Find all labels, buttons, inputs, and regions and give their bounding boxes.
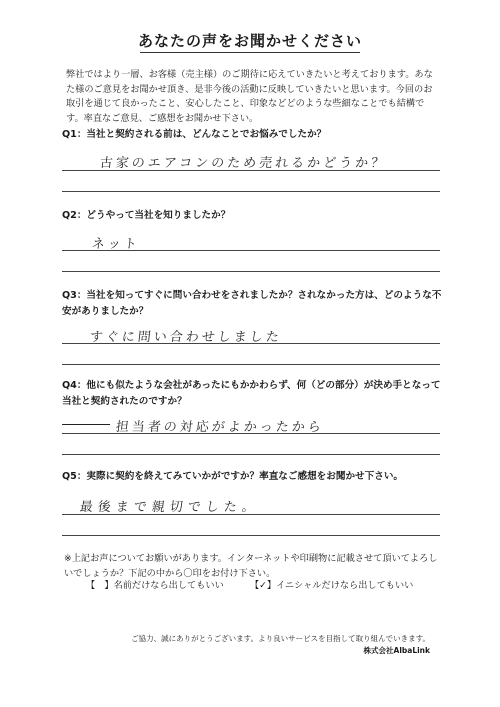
answer-line [62,271,440,272]
answer-1: 古家のエアコンのため売れるかどうか？ [99,156,388,171]
answer-line [62,343,440,344]
answer-4: 担当者の対応がよかったから [115,420,325,435]
option-label: 名前だけなら出してもいい [113,580,224,591]
answer-line [62,191,440,192]
answer-line [62,250,440,251]
answer-line [62,535,440,536]
question-4: Q4：他にも似たような会社があったにもかかわらず、何（どの部分）が決め手となって当社と契約されたのですか？ [62,380,441,407]
answer-5: 最後まで親切でした。 [79,500,261,515]
footer-thanks: ご協力、誠にありがとうございます。より良いサービスを目指して取り組んでいきます。 [131,634,430,643]
title-underline [140,52,360,53]
option-checkbox-checked[interactable]: 【✓】 [250,580,277,591]
question-1: Q1：当社と契約される前は、どんなことでお悩みでしたか？ [62,129,327,140]
option-checkbox-empty[interactable]: 【 】 [86,580,114,591]
answer-line [62,364,440,365]
answer-line [62,170,440,171]
consent-note: ※上記お声についてお願いがあります。インターネットや印刷物に記載させて頂いてよろしいでしょうか？下記の中から〇印をお付け下さい。 [64,553,438,579]
question-3: Q3：当社を知ってすぐに問い合わせをされましたか？されなかった方は、どのような不安がありましたか？ [62,290,442,317]
answer-4-strikethrough [62,424,110,425]
answer-line [62,514,440,515]
question-5: Q5：実際に契約を終えてみていかがですか？率直なご感想をお聞かせ下さい。 [62,471,404,482]
option-label: イニシャルだけなら出してもいい [276,580,414,591]
option-initial-only[interactable] [250,577,413,591]
footer-company: 株式会社AlbaLink [363,646,430,655]
survey-title: あなたの声をお聞かせください [137,32,362,50]
answer-2: ネット [91,237,141,252]
intro-text: 弊社ではより一層、お客様（売主様）のご期待に応えていきたいと考えております。あなた様のご意見をお聞かせ頂き、是非今後の活動に反映していきたいと思います。今回のお取引を通じて良かったこと、安心したこと、印象などどのような些細なことでも結構です。率直なご意見、ご感想をお聞かせ下さい。 [66,69,433,124]
answer-line [62,454,440,455]
answer-line [62,433,440,434]
option-name-only[interactable] [86,577,224,591]
question-2: Q2：どうやって当社を知りましたか？ [62,210,231,221]
answer-3: すぐに問い合わせしました [89,330,283,345]
